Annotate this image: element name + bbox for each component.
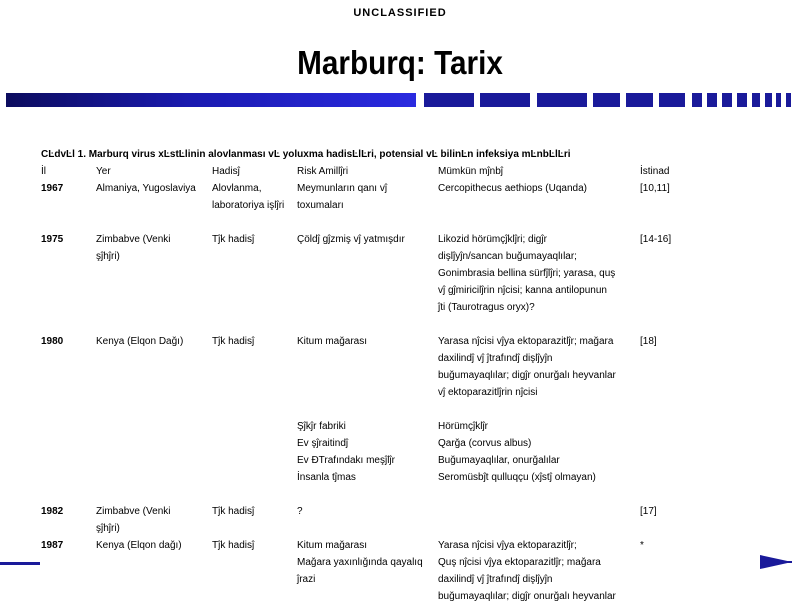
cell-year (41, 418, 96, 486)
header-place: Yer (96, 166, 111, 177)
cell-year: 1975 (41, 234, 64, 245)
decor-segment (737, 93, 747, 107)
spacer-cell (41, 214, 680, 231)
decor-segment (593, 93, 620, 107)
cell-place (96, 537, 212, 605)
cell-event (212, 418, 297, 486)
cell-event (212, 537, 297, 605)
cell-risk-line: Şĵkĵr fabriki (297, 421, 346, 432)
cell-event (212, 503, 297, 537)
cell-risk-line: Ev ĐTrafındakı meşĵlĵr (297, 455, 395, 466)
cell-risk-line: Ev şĵraitindĵ (297, 438, 349, 449)
cell-reference: [17] (640, 506, 657, 517)
table-row (41, 418, 680, 486)
cell-source-line: daxilindĵ vĵ ĵtrafındĵ dişlĵyĵn (438, 574, 553, 585)
cell-source-line: ĵti (Taurotragus oryx)? (438, 302, 535, 313)
cell-place (96, 503, 212, 537)
cell-risk-line: Kitum mağarası (297, 336, 368, 347)
row-spacer (41, 316, 680, 333)
cell-risk (297, 418, 438, 486)
cell-source-line: Quş nĵcisi vĵya ektoparazitlĵr; mağara (438, 557, 601, 568)
cell-reference: [18] (640, 336, 657, 347)
slide-title: Marburq: Tarix (297, 44, 503, 81)
cell-source (438, 503, 640, 537)
cell-source-line: buğumayaqlılar; digĵr onurğalı heyvanlar (438, 370, 616, 381)
table-row (41, 537, 680, 605)
cell-event (212, 180, 297, 214)
cell-place-line: şĵhĵri) (96, 523, 120, 534)
cell-source (438, 333, 640, 401)
table-row (41, 231, 680, 316)
decor-segment (537, 93, 587, 107)
outbreak-table (41, 163, 680, 605)
classification-banner: UNCLASSIFIED (353, 7, 447, 19)
cell-source (438, 537, 640, 605)
cell-year: 1980 (41, 336, 64, 347)
cell-reference: [14-16] (640, 234, 672, 245)
cell-risk (297, 180, 438, 214)
decor-segment (480, 93, 530, 107)
cell-risk-line: Çöldĵ gĵzmiş vĵ yatmışdır (297, 234, 405, 245)
cell-event-line: Alovlanma, (212, 183, 262, 194)
table-header-row (41, 163, 680, 180)
cell-event-line: Tĵk hadisĵ (212, 336, 255, 347)
row-spacer (41, 401, 680, 418)
cell-source-line: daxilindĵ vĵ ĵtrafındĵ dişlĵyĵn (438, 353, 553, 364)
cell-source-line: Likozid hörümçĵklĵri; digĵr (438, 234, 547, 245)
decor-segment (707, 93, 717, 107)
cell-event-line: Tĵk hadisĵ (212, 506, 255, 517)
cell-source-line: Qarğa (corvus albus) (438, 438, 532, 449)
cell-place-line: Zimbabve (Venki (96, 234, 171, 245)
cell-reference (640, 418, 680, 486)
cell-place (96, 333, 212, 401)
row-spacer (41, 214, 680, 231)
cell-risk-line: ? (297, 506, 303, 517)
cell-place-line: Kenya (Elqon Dağı) (96, 336, 184, 347)
header-year: İl (41, 166, 46, 177)
header-source: Mümkün mĵnbĵ (438, 166, 504, 177)
cell-source-line: Seromüsbĵt qulluqçu (xĵstĵ olmayan) (438, 472, 596, 483)
cell-source-line: buğumayaqlılar; digĵr onurğalı heyvanlar (438, 591, 616, 602)
cell-source (438, 418, 640, 486)
cell-risk-line: Meymunların qanı vĵ (297, 183, 388, 194)
decor-segment (626, 93, 653, 107)
cell-reference: * (640, 540, 644, 551)
table-caption: CĿdvĿl 1. Marburq virus xĿstĿlinin alovlanması vĿ yoluxma hadisĿlĿri, potensial vĿ bilinĿn infeksiya mĿnbĿlĿri (41, 149, 571, 160)
decor-segment (692, 93, 702, 107)
cell-reference: [10,11] (640, 183, 670, 194)
cell-source-line: Buğumayaqlılar, onurğalılar (438, 455, 560, 466)
cell-source-line: dişlĵyĵn/sancan buğumayaqlılar; (438, 251, 577, 262)
cell-year: 1982 (41, 506, 64, 517)
cell-source-line: Hörümçĵklĵr (438, 421, 488, 432)
decor-segment (765, 93, 772, 107)
table-row (41, 503, 680, 537)
decor-segment (659, 93, 685, 107)
decor-segment (722, 93, 732, 107)
cell-place-line: Zimbabve (Venki (96, 506, 171, 517)
cell-event (212, 333, 297, 401)
cell-place (96, 231, 212, 316)
cell-place (96, 180, 212, 214)
cell-risk-line: Mağara yaxınlığında qayalıq (297, 557, 423, 568)
header-reference: İstinad (640, 166, 670, 177)
cell-event-line: laboratoriya işlĵri (212, 200, 285, 211)
row-spacer (41, 486, 680, 503)
cell-source-line: Yarasa nĵcisi vĵya ektoparazitlĵr; (438, 540, 577, 551)
cell-source (438, 180, 640, 214)
cell-risk (297, 231, 438, 316)
cell-event-line: Tĵk hadisĵ (212, 234, 255, 245)
cell-source-line: vĵ ektoparazitlĵrin nĵcisi (438, 387, 538, 398)
cell-risk (297, 503, 438, 537)
cell-source-line: vĵ gĵmiricilĵrin nĵcisi; kanna antilopunun (438, 285, 607, 296)
decor-segment (776, 93, 781, 107)
cell-source-line: Cercopithecus aethiops (Uqanda) (438, 183, 587, 194)
cell-source-line: Yarasa nĵcisi vĵya ektoparazitlĵr; mağara (438, 336, 614, 347)
spacer-cell (41, 401, 680, 418)
cell-place-line: Almaniya, Yugoslaviya (96, 183, 196, 194)
cell-risk-line: ĵrazi (297, 574, 316, 585)
cell-event-line: Tĵk hadisĵ (212, 540, 255, 551)
cell-place-line: Kenya (Elqon dağı) (96, 540, 182, 551)
header-risk: Risk Amillĵri (297, 166, 349, 177)
cell-year: 1987 (41, 540, 64, 551)
table-row (41, 333, 680, 401)
decor-segment (424, 93, 474, 107)
cell-risk-line: İnsanla tĵmas (297, 472, 356, 483)
cell-source (438, 231, 640, 316)
decor-segment (752, 93, 760, 107)
table-row (41, 180, 680, 214)
cell-place (96, 418, 212, 486)
decor-segment (786, 93, 791, 107)
cell-year: 1967 (41, 183, 64, 194)
cell-risk-line: Kitum mağarası (297, 540, 368, 551)
next-slide-arrow-icon[interactable] (760, 555, 792, 569)
title-underline-bar (6, 93, 416, 107)
cell-risk (297, 537, 438, 605)
cell-risk (297, 333, 438, 401)
cell-source-line: Gonimbrasia bellina sürfĵlĵri; yarasa, quş (438, 268, 616, 279)
spacer-cell (41, 316, 680, 333)
cell-risk-line: toxumaları (297, 200, 344, 211)
cell-event (212, 231, 297, 316)
spacer-cell (41, 486, 680, 503)
header-event: Hadisĵ (212, 166, 240, 177)
cell-place-line: şĵhĵri) (96, 251, 120, 262)
footer-line (0, 562, 40, 565)
